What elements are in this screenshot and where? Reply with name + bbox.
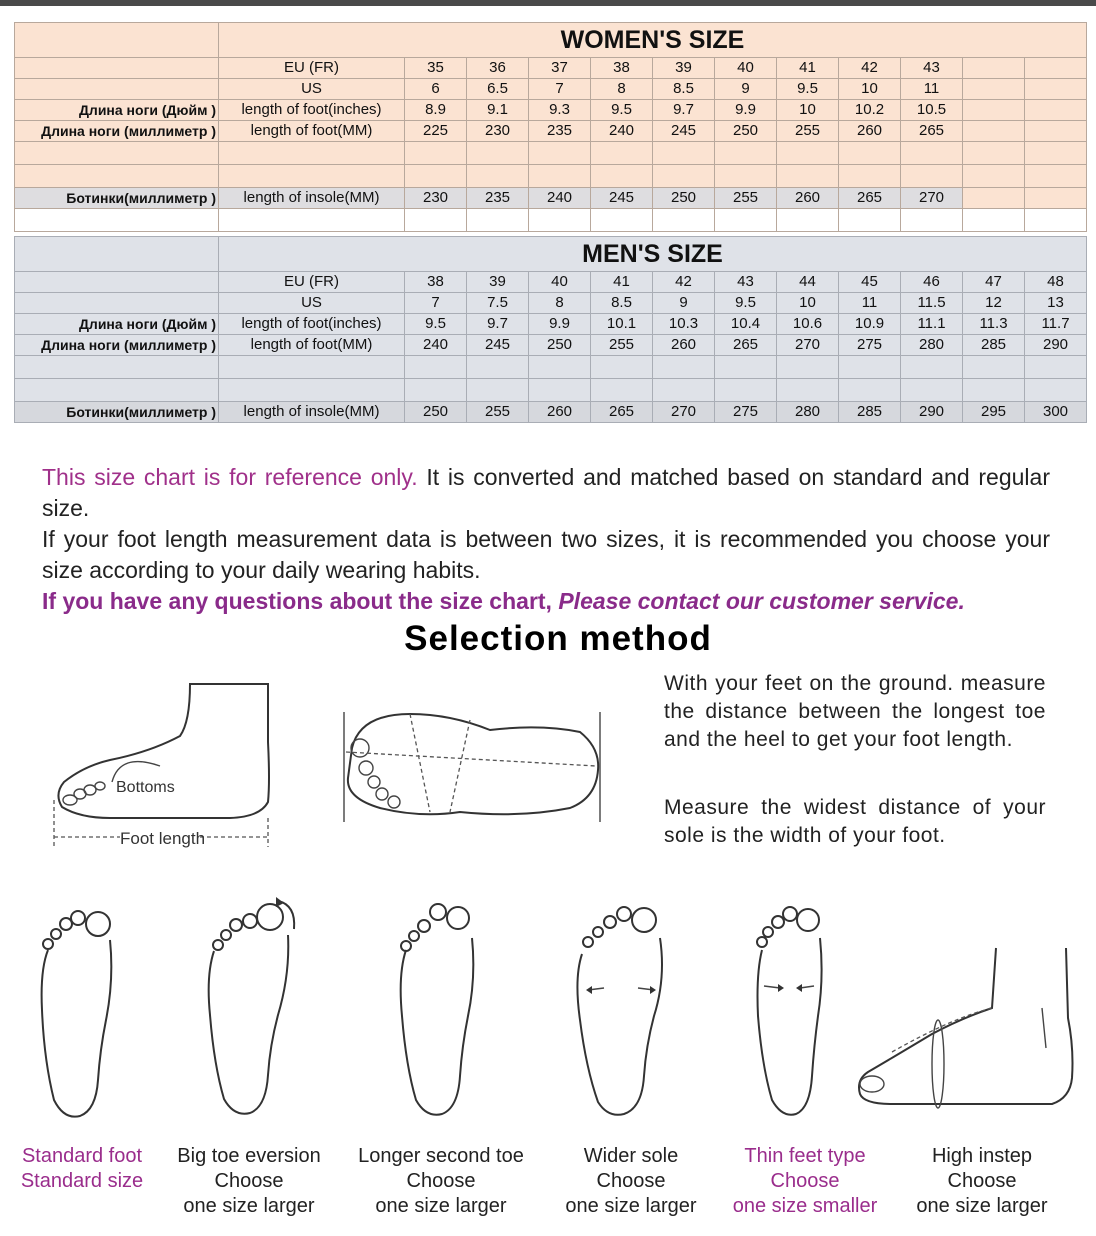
size-cell: 8.5 [591,293,653,314]
selection-method-title: Selection method [404,619,712,658]
size-row [15,100,1087,121]
caption-line: one size smaller [732,1195,878,1217]
blank-cell [15,379,219,402]
size-cell: 45 [839,272,901,293]
size-cell: 43 [715,272,777,293]
blank-cell [529,356,591,379]
blank-cell [1025,356,1087,379]
blank-cell [963,209,1025,232]
row-label-ru [15,58,219,79]
blank-cell [591,356,653,379]
empty-cell [963,58,1025,79]
size-cell: 41 [777,58,839,79]
size-cell: 39 [467,272,529,293]
caption-line: Choose [214,1170,284,1192]
mens-size-table [14,236,1087,423]
size-cell: 260 [839,121,901,142]
size-row [15,58,1087,79]
blank-cell [529,209,591,232]
row-label-ru [15,79,219,100]
row-label-en: length of foot(MM) [219,335,405,356]
size-cell: 265 [901,121,963,142]
size-cell: 10 [839,79,901,100]
note-reference-only: This size chart is for reference only. [42,464,418,490]
size-cell: 10 [777,293,839,314]
blank-cell [591,209,653,232]
size-cell: 9.5 [715,293,777,314]
insole-label-en: length of insole(MM) [219,402,405,423]
size-cell: 7 [405,293,467,314]
size-cell: 10.5 [901,100,963,121]
caption-line: one size larger [565,1195,697,1217]
size-cell: 12 [963,293,1025,314]
size-cell: 9.5 [777,79,839,100]
blank-cell [777,142,839,165]
blank-cell [219,209,405,232]
blank-cell [467,209,529,232]
men-size-title: MEN'S SIZE [219,237,1087,272]
size-cell: 245 [467,335,529,356]
row-label-en: EU (FR) [219,58,405,79]
caption-line: Longer second toe [358,1145,524,1167]
size-cell: 11 [839,293,901,314]
caption-big-toe-eversion [168,1144,330,1219]
size-cell: 7.5 [467,293,529,314]
blank-cell [715,379,777,402]
size-cell: 13 [1025,293,1087,314]
empty-cell [1025,121,1087,142]
insole-cell: 255 [467,402,529,423]
size-cell: 11.3 [963,314,1025,335]
insole-label-ru: Ботинки(миллиметр ) [15,402,219,423]
blank-cell [529,165,591,188]
foot-width-instruction: Measure the widest distance of your sole is the width of your foot. [664,796,1046,847]
bottoms-label: Bottoms [116,779,175,796]
longer-second-toe-icon [396,898,476,1120]
insole-cell: 265 [591,402,653,423]
blank-cell [777,379,839,402]
size-cell: 48 [1025,272,1087,293]
blank-cell [529,379,591,402]
blank-cell [529,142,591,165]
blank-cell [15,356,219,379]
insole-cell: 295 [963,402,1025,423]
note-reference [42,462,1050,524]
size-cell: 270 [777,335,839,356]
size-cell: 280 [901,335,963,356]
blank-cell [1025,209,1087,232]
blank-cell [715,165,777,188]
size-cell: 240 [591,121,653,142]
size-cell: 9.1 [467,100,529,121]
insole-cell: 230 [405,188,467,209]
sole-top-view-illustration [340,708,605,826]
blank-cell [839,209,901,232]
blank-cell [15,165,219,188]
wider-sole-icon [574,898,666,1120]
blank-cell [591,165,653,188]
blank-cell [963,356,1025,379]
insole-cell: 250 [653,188,715,209]
size-cell: 42 [653,272,715,293]
size-cell: 290 [1025,335,1087,356]
blank-cell [591,142,653,165]
size-cell: 8.5 [653,79,715,100]
note-contact-service: Please contact our customer service. [558,588,965,614]
size-cell: 10.1 [591,314,653,335]
blank-cell [839,379,901,402]
size-cell: 42 [839,58,901,79]
big-toe-eversion-icon [204,895,300,1117]
size-cell: 240 [405,335,467,356]
caption-line: one size larger [183,1195,315,1217]
row-label-ru: Длина ноги (Дюйм ) [15,314,219,335]
size-cell: 285 [963,335,1025,356]
row-label-ru: Длина ноги (миллиметр ) [15,335,219,356]
blank-cell [219,165,405,188]
note-between-sizes: If your foot length measurement data is between two sizes, it is recommended you choose your size according to your daily wearing habits. [42,526,1050,583]
caption-thin-feet-type [724,1144,886,1219]
insole-cell: 235 [467,188,529,209]
size-row [15,272,1087,293]
size-cell: 235 [529,121,591,142]
caption-line: Choose [770,1170,840,1192]
size-row [15,121,1087,142]
insole-cell: 240 [529,188,591,209]
size-cell: 9.9 [715,100,777,121]
blank-cell [901,379,963,402]
caption-line: Thin feet type [744,1145,866,1167]
caption-wider-sole [556,1144,706,1219]
insole-cell: 255 [715,188,777,209]
blank-cell [653,356,715,379]
size-cell: 255 [591,335,653,356]
blank-cell [653,142,715,165]
note-questions-text: If you have any questions about the size chart, [42,588,559,614]
foot-length-instruction: With your feet on the ground. measure the distance between the longest toe and the heel to get your foot length. [664,672,1046,751]
insole-label-en: length of insole(MM) [219,188,405,209]
size-cell: 10.6 [777,314,839,335]
blank-cell [963,165,1025,188]
size-cell: 39 [653,58,715,79]
size-cell: 265 [715,335,777,356]
empty-cell [963,121,1025,142]
size-cell: 9.5 [591,100,653,121]
blank-cell [1025,165,1087,188]
size-row [15,314,1087,335]
insole-cell: 290 [901,402,963,423]
blank-cell [839,142,901,165]
note-questions [42,586,1050,617]
size-cell: 11 [901,79,963,100]
blank-cell [405,379,467,402]
blank-cell [1025,142,1087,165]
blank-cell [715,142,777,165]
row-label-en: US [219,79,405,100]
caption-line: Wider sole [583,1145,679,1167]
caption-line: Choose [947,1170,1017,1192]
blank-cell [15,142,219,165]
size-row [15,293,1087,314]
blank-cell [653,379,715,402]
size-cell: 8 [529,293,591,314]
size-cell: 6.5 [467,79,529,100]
blank-cell [715,356,777,379]
blank-cell [901,165,963,188]
thin-feet-type-icon [750,898,830,1120]
row-label-ru: Длина ноги (Дюйм ) [15,100,219,121]
caption-line: Standard foot [21,1145,143,1167]
empty-cell [963,79,1025,100]
womens-size-table [14,22,1087,232]
empty-cell [963,100,1025,121]
foot-length-label: Foot length [120,829,206,848]
standard-foot-icon [36,900,116,1122]
blank-cell [901,142,963,165]
blank-cell [839,356,901,379]
row-label-ru: Длина ноги (миллиметр ) [15,121,219,142]
blank-cell [219,356,405,379]
insole-cell: 270 [653,402,715,423]
blank-cell [653,209,715,232]
blank-cell [963,142,1025,165]
caption-line: one size larger [375,1195,507,1217]
caption-high-instep [904,1144,1060,1219]
size-cell: 8 [591,79,653,100]
size-cell: 9.7 [653,100,715,121]
women-size-title: WOMEN'S SIZE [219,23,1087,58]
size-cell: 47 [963,272,1025,293]
size-cell: 43 [901,58,963,79]
blank-cell [405,142,467,165]
size-cell: 250 [715,121,777,142]
size-cell: 38 [591,58,653,79]
blank-cell [405,165,467,188]
size-chart-notes [42,462,1050,617]
insole-cell: 270 [901,188,963,209]
insole-cell: 275 [715,402,777,423]
size-cell: 9.3 [529,100,591,121]
insole-cell: 285 [839,402,901,423]
blank-cell [653,165,715,188]
side-foot-illustration [50,682,280,852]
caption-line: Choose [406,1170,476,1192]
blank-cell [715,209,777,232]
size-cell: 35 [405,58,467,79]
size-cell: 245 [653,121,715,142]
size-row [15,335,1087,356]
row-label-en: length of foot(MM) [219,121,405,142]
title-left-cell [15,237,219,272]
caption-line: Choose [596,1170,666,1192]
size-cell: 9.5 [405,314,467,335]
size-cell: 11.7 [1025,314,1087,335]
blank-cell [467,356,529,379]
size-cell: 260 [653,335,715,356]
blank-cell [467,379,529,402]
row-label-ru [15,293,219,314]
caption-line: Standard size [20,1170,144,1192]
size-cell: 44 [777,272,839,293]
size-cell: 230 [467,121,529,142]
blank-cell [777,165,839,188]
blank-cell [219,142,405,165]
size-cell: 40 [715,58,777,79]
size-row [15,79,1087,100]
row-label-ru [15,272,219,293]
insole-cell: 260 [529,402,591,423]
caption-longer-second-toe [348,1144,534,1219]
insole-cell: 280 [777,402,839,423]
insole-cell: 250 [405,402,467,423]
row-label-en: EU (FR) [219,272,405,293]
blank-cell [467,165,529,188]
caption-line: one size larger [916,1195,1048,1217]
blank-cell [15,209,219,232]
caption-standard-foot [6,1144,158,1194]
blank-cell [839,165,901,188]
high-instep-icon [852,948,1077,1108]
insole-cell: 265 [839,188,901,209]
size-cell: 275 [839,335,901,356]
size-cell: 11.1 [901,314,963,335]
empty-cell [1025,58,1087,79]
size-cell: 6 [405,79,467,100]
blank-cell [777,209,839,232]
insole-label-ru: Ботинки(миллиметр ) [15,188,219,209]
size-cell: 36 [467,58,529,79]
row-label-en: US [219,293,405,314]
size-cell: 10.9 [839,314,901,335]
size-cell: 225 [405,121,467,142]
insole-cell: 260 [777,188,839,209]
size-cell: 7 [529,79,591,100]
row-label-en: length of foot(inches) [219,100,405,121]
size-cell: 41 [591,272,653,293]
empty-cell [1025,100,1087,121]
size-cell: 9.7 [467,314,529,335]
size-cell: 10.3 [653,314,715,335]
top-border [0,0,1096,6]
size-cell: 8.9 [405,100,467,121]
blank-cell [591,379,653,402]
size-cell: 9 [653,293,715,314]
blank-cell [405,209,467,232]
caption-line: Big toe eversion [177,1145,321,1167]
size-cell: 37 [529,58,591,79]
blank-cell [1025,379,1087,402]
row-label-en: length of foot(inches) [219,314,405,335]
blank-cell [901,356,963,379]
size-cell: 10.2 [839,100,901,121]
size-cell: 38 [405,272,467,293]
caption-line: High instep [931,1145,1033,1167]
empty-cell [963,188,1025,209]
empty-cell [1025,79,1087,100]
size-cell: 9.9 [529,314,591,335]
blank-cell [963,379,1025,402]
title-left-cell [15,23,219,58]
insole-row [15,188,1087,209]
size-cell: 250 [529,335,591,356]
size-cell: 255 [777,121,839,142]
blank-cell [777,356,839,379]
insole-row [15,402,1087,423]
insole-cell: 245 [591,188,653,209]
blank-cell [219,379,405,402]
size-cell: 11.5 [901,293,963,314]
size-cell: 46 [901,272,963,293]
size-cell: 10.4 [715,314,777,335]
blank-cell [467,142,529,165]
blank-cell [405,356,467,379]
note-converted: It is converted and matched based on standard and regular size. [42,464,1050,521]
insole-cell: 300 [1025,402,1087,423]
blank-cell [901,209,963,232]
size-cell: 10 [777,100,839,121]
size-cell: 9 [715,79,777,100]
empty-cell [1025,188,1087,209]
size-cell: 40 [529,272,591,293]
